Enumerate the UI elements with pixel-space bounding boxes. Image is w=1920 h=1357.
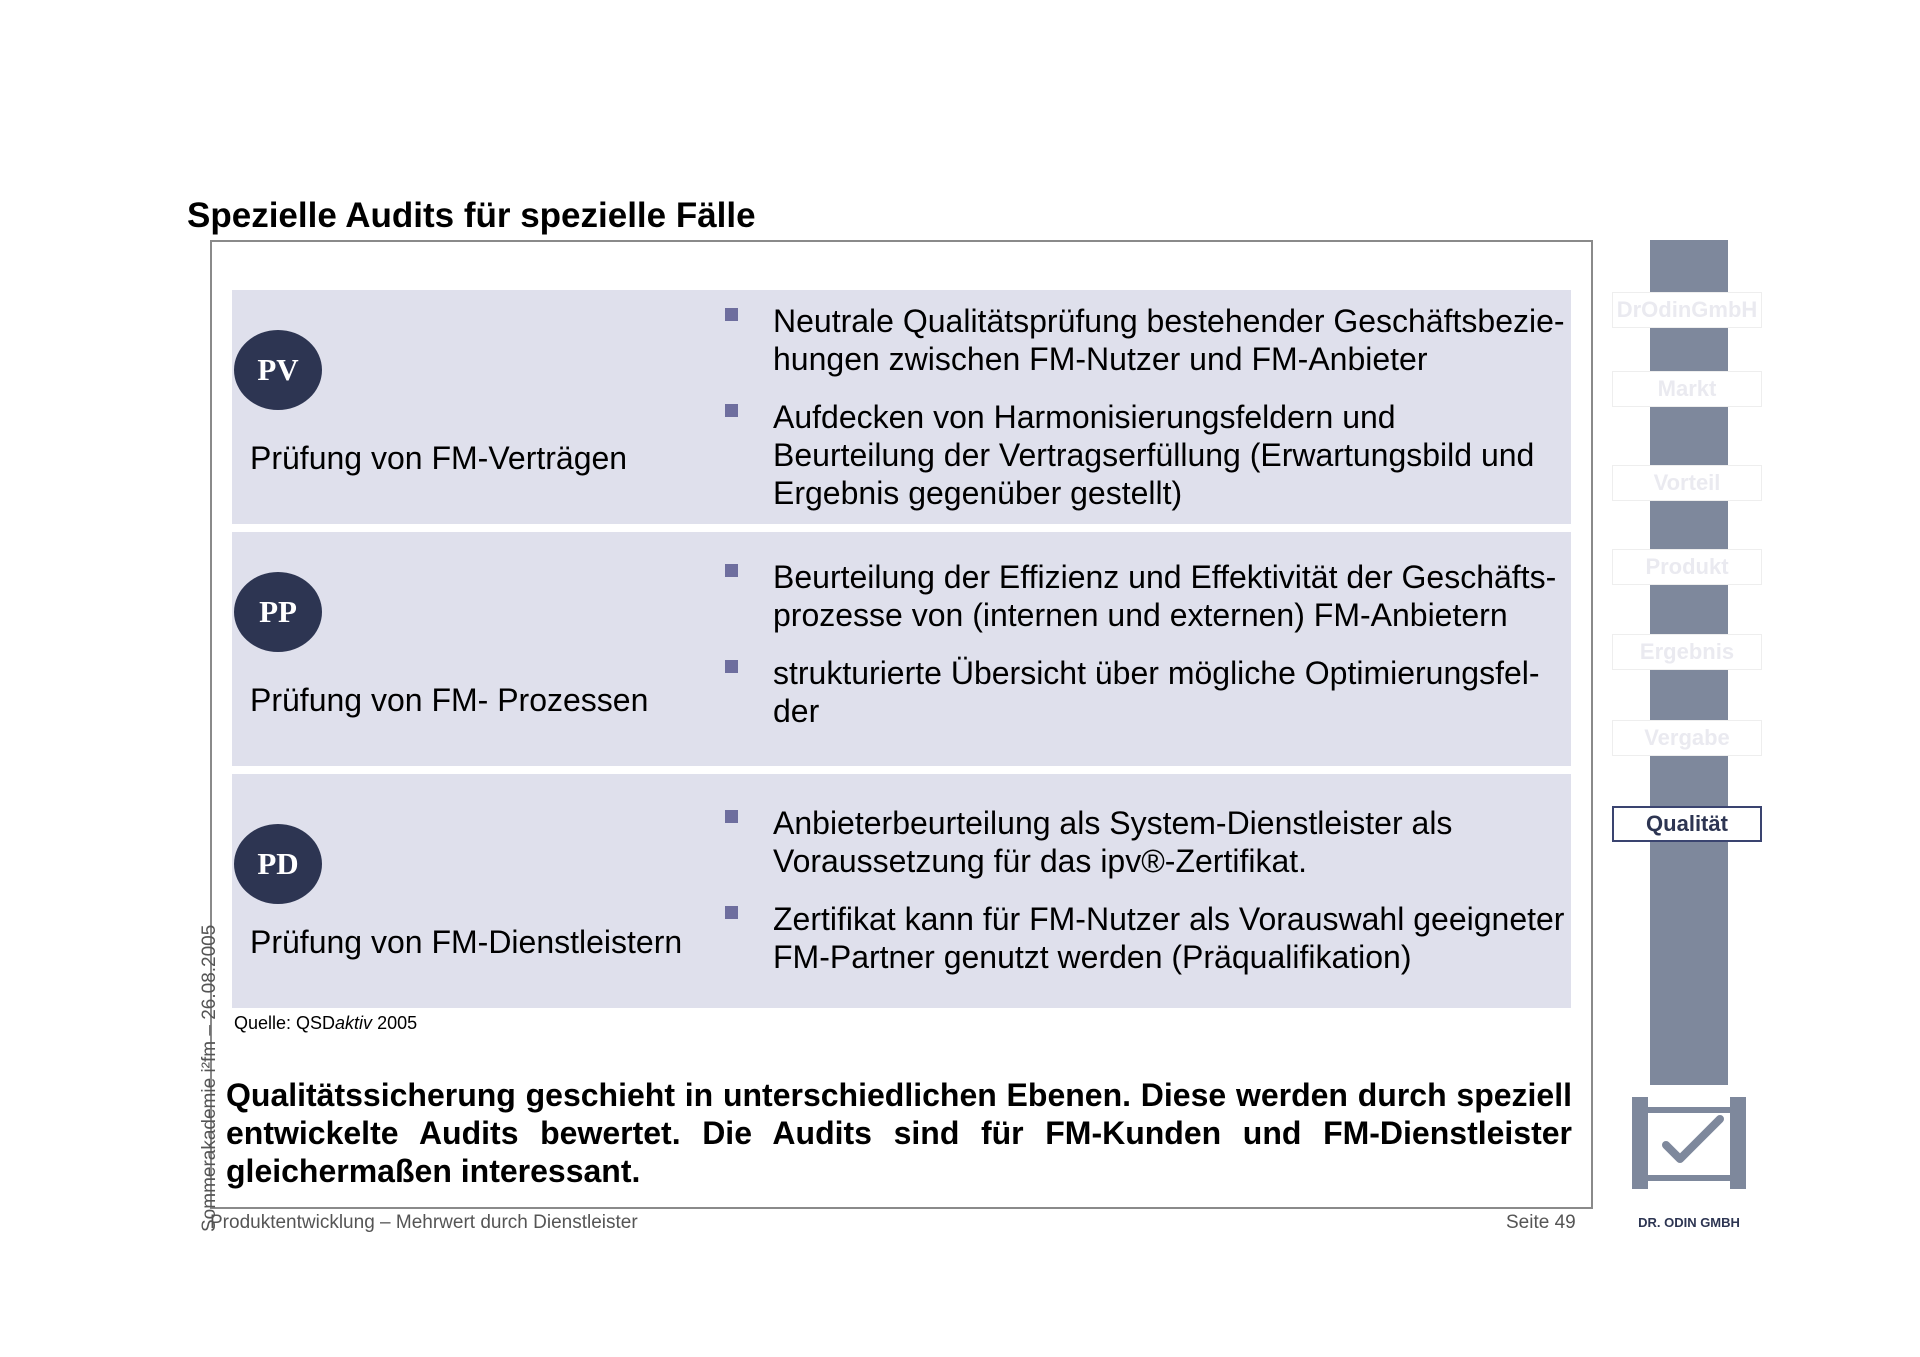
nav-item-qualitaet[interactable]: Qualität: [1612, 806, 1762, 842]
vertical-event-label: Sommerakademie i²fm – 26.08.2005: [199, 924, 220, 1232]
bullet-item: Neutrale Qualitätsprüfung bestehender Geschäftsbezie-hungen zwischen FM-Nutzer und FM-Anbieter: [725, 302, 1565, 378]
bullet-item: Anbieterbeurteilung als System-Dienstleister als Voraussetzung für das ipv®-Zertifikat.: [725, 804, 1565, 880]
row-label: Prüfung von FM- Prozessen: [250, 682, 649, 718]
row-label: Prüfung von FM-Dienstleistern: [250, 924, 683, 960]
footer-title: Produktentwicklung – Mehrwert durch Dienstleister: [210, 1212, 638, 1233]
nav-item-vergabe[interactable]: Vergabe: [1612, 720, 1762, 756]
bullet-item: strukturierte Übersicht über mögliche Optimierungsfel-der: [725, 654, 1565, 730]
bullet-item: Beurteilung der Effizienz und Effektivität der Geschäfts-prozesse von (internen und externen) FM-Anbietern: [725, 558, 1565, 634]
bullet-list: [725, 302, 1565, 532]
checkmark-icon: [1632, 1097, 1746, 1189]
nav-item-drodingmbh[interactable]: DrOdinGmbH: [1612, 292, 1762, 328]
page-title: Spezielle Audits für spezielle Fälle: [187, 196, 756, 235]
bullet-list: [725, 804, 1565, 996]
nav-item-markt[interactable]: Markt: [1612, 371, 1762, 407]
bullet-item: Zertifikat kann für FM-Nutzer als Vorauswahl geeigneter FM-Partner genutzt werden (Präqualifikation): [725, 900, 1565, 976]
badge-pp: PP: [234, 572, 322, 652]
summary-text: Qualitätssicherung geschieht in unterschiedlichen Ebenen. Diese werden durch speziell entwickelte Audits bewertet. Die Audits sind für FM-Kunden und FM-Dienstleister gleichermaßen interessant.: [226, 1077, 1572, 1189]
row-label: Prüfung von FM-Verträgen: [250, 440, 628, 476]
logo-text: DR. ODIN GMBH: [1638, 1215, 1740, 1230]
badge-pd: PD: [234, 824, 322, 904]
bullet-item: Aufdecken von Harmonisierungsfeldern und Beurteilung der Vertragserfüllung (Erwartungsbild und Ergebnis gegenüber gestellt): [725, 398, 1565, 512]
nav-item-vorteil[interactable]: Vorteil: [1612, 465, 1762, 501]
page-number: Seite 49: [1506, 1212, 1576, 1233]
nav-item-ergebnis[interactable]: Ergebnis: [1612, 634, 1762, 670]
audit-row-pv: [232, 290, 1571, 524]
audit-row-pd: [232, 774, 1571, 1008]
source-note: Quelle: QSDaktiv 2005: [234, 1013, 418, 1033]
nav-item-produkt[interactable]: Produkt: [1612, 549, 1762, 585]
bullet-list: [725, 558, 1565, 750]
audit-row-pp: [232, 532, 1571, 766]
badge-pv: PV: [234, 330, 322, 410]
